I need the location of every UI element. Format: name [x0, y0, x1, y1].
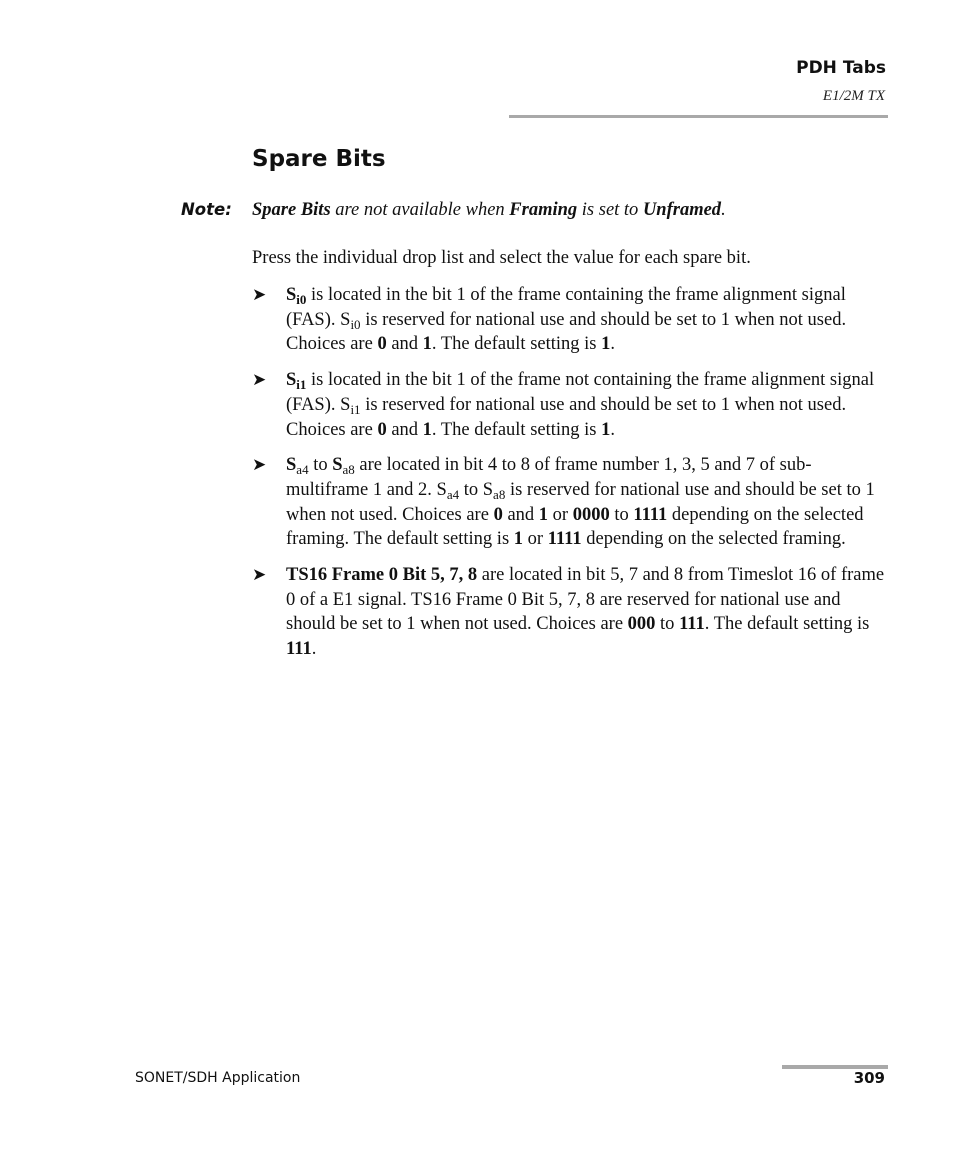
- note-term-spare-bits: Spare Bits: [252, 200, 331, 220]
- intro-paragraph: Press the individual drop list and select the value for each spare bit.: [252, 248, 751, 268]
- header-rule: [509, 115, 888, 118]
- footer-document-title: SONET/SDH Application: [135, 1070, 301, 1086]
- header-subtitle: E1/2M TX: [822, 88, 885, 104]
- bullet-arrow-icon: ➤: [252, 285, 267, 305]
- note-term-unframed: Unframed: [642, 200, 722, 220]
- note-text: [252, 200, 726, 221]
- bullet-arrow-icon: ➤: [252, 455, 267, 476]
- bullet-ts16: ➤ TS16 Frame 0 Bit 5, 7, 8 are located in bit 5, 7 and 8 from Timeslot 16 of frame 0 of a E1 signal. TS16 Frame 0 Bit 5, 7, 8 are reserved for national use and should be set to 1 when not used. Choices are 000 to 111. The default setting is 111.: [252, 565, 885, 660]
- bullet-list: [252, 283, 888, 673]
- note-label: Note:: [181, 200, 232, 219]
- note-term-framing: Framing: [509, 200, 578, 220]
- header-title: PDH Tabs: [796, 58, 886, 78]
- term: $S_{i1}$: [286, 370, 307, 393]
- bullet-sa4-sa8: ➤ $S_{a4}$ to $S_{a8}$ are located in bit 4 to 8 of frame number 1, 3, 5 and 7 of sub-multiframe 1 and 2. $S_{a4}$ to $S_{a8}$ is reserved for national use and should be set to 1 when not used. Choices are 0 and 1 or 0000 to 1111 depending on the selected framing. The default setting is 1 or 1111 depending on the selected framing.: [252, 455, 875, 550]
- term: $S_{i0}$: [286, 285, 307, 307]
- note-text-part: is set to: [577, 200, 643, 220]
- bullet-arrow-icon: ➤: [252, 565, 267, 586]
- section-title: Spare Bits: [252, 146, 386, 172]
- bullet-si1: ➤ $S_{i1}$ is located in the bit 1 of the frame not containing the frame alignment signal (FAS). $S_{i1}$ is reserved for national use and should be set to 1 when not used. Choices are 0 and 1. The default setting is 1.: [252, 370, 875, 440]
- note-text-part: are not available when: [330, 200, 510, 220]
- note-text-part: .: [721, 200, 726, 220]
- bullet-arrow-icon: ➤: [252, 370, 267, 391]
- bullet-si0: ➤ $S_{i0}$ is located in the bit 1 of the frame containing the frame alignment signal (FAS). $S_{i0}$ is reserved for national use and should be set to 1 when not used. Choices are 0 and 1. The default setting is 1.: [252, 285, 847, 355]
- page-number: 309: [853, 1069, 885, 1087]
